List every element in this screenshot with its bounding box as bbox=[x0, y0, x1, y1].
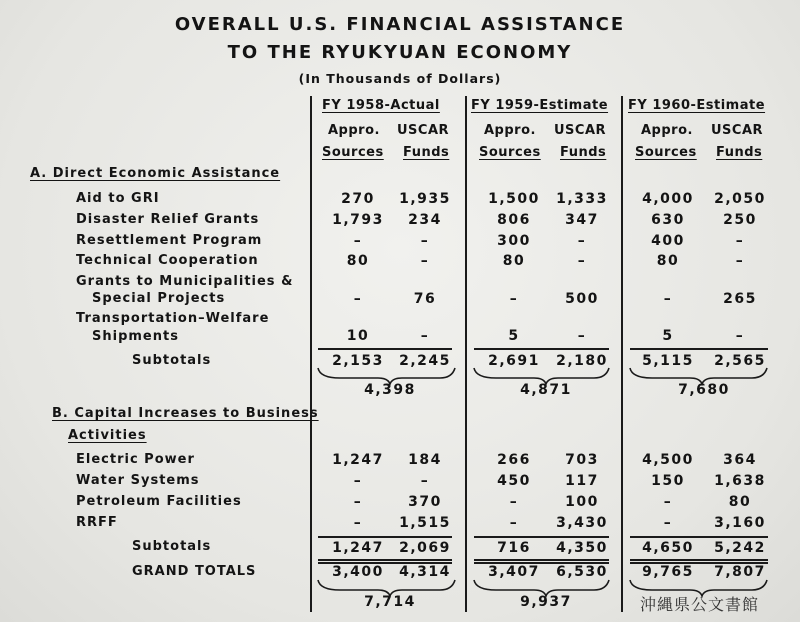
col-sources-1959: Sources bbox=[479, 145, 541, 160]
grand-total-cell: 4,314 bbox=[399, 564, 451, 580]
grand-total-cell: 6,530 bbox=[556, 564, 608, 580]
cell: – bbox=[420, 328, 430, 344]
year-header-1958: FY 1958-Actual bbox=[322, 98, 440, 113]
row-label-cont: Special Projects bbox=[92, 291, 226, 306]
cell: 265 bbox=[723, 291, 757, 307]
cell: 1,638 bbox=[714, 473, 766, 489]
cell: 347 bbox=[565, 212, 599, 228]
row-label: Resettlement Program bbox=[76, 233, 263, 248]
cell: 703 bbox=[565, 452, 599, 468]
cell: 4,500 bbox=[642, 452, 694, 468]
cell: 1,247 bbox=[332, 452, 384, 468]
total-cell: 4,871 bbox=[520, 382, 572, 398]
cell: – bbox=[509, 515, 519, 531]
grand-totals-label: GRAND TOTALS bbox=[132, 564, 257, 579]
archive-stamp: 沖縄県公文書館 bbox=[640, 595, 760, 614]
cell: – bbox=[735, 328, 745, 344]
cell: 234 bbox=[408, 212, 442, 228]
cell: 117 bbox=[565, 473, 599, 489]
cell: – bbox=[353, 291, 363, 307]
subtotal-cell: 2,245 bbox=[399, 353, 451, 369]
cell: 1,935 bbox=[399, 191, 451, 207]
row-label: Disaster Relief Grants bbox=[76, 212, 260, 227]
cell: – bbox=[420, 473, 430, 489]
subtotal-cell: 4,650 bbox=[642, 540, 694, 556]
title-line-1: OVERALL U.S. FINANCIAL ASSISTANCE bbox=[174, 14, 626, 35]
cell: 1,500 bbox=[488, 191, 540, 207]
col-appro-1959: Appro. bbox=[484, 123, 536, 138]
subtotal-cell: 2,180 bbox=[556, 353, 608, 369]
col-uscar-1959: USCAR bbox=[554, 123, 607, 138]
cell: 100 bbox=[565, 494, 599, 510]
section-b-label: B. Capital Increases to Business bbox=[52, 406, 319, 421]
subtotal-cell: 1,247 bbox=[332, 540, 384, 556]
section-a-label: A. Direct Economic Assistance bbox=[30, 166, 281, 181]
cell: 400 bbox=[651, 233, 685, 249]
grand-total-cell: 3,400 bbox=[332, 564, 384, 580]
grand-total-cell: 9,765 bbox=[642, 564, 694, 580]
cell: 184 bbox=[408, 452, 442, 468]
cell: – bbox=[577, 328, 587, 344]
cell: – bbox=[420, 233, 430, 249]
subtotal-cell: 2,691 bbox=[488, 353, 540, 369]
cell: – bbox=[509, 291, 519, 307]
cell: 3,430 bbox=[556, 515, 608, 531]
cell: 76 bbox=[413, 291, 437, 307]
brace-a-1958 bbox=[318, 368, 455, 384]
subtotal-cell: 2,565 bbox=[714, 353, 766, 369]
brace-a-1960 bbox=[630, 368, 767, 384]
cell: 2,050 bbox=[714, 191, 766, 207]
cell: 5 bbox=[662, 328, 674, 344]
col-sources-1958: Sources bbox=[322, 145, 384, 160]
cell: 80 bbox=[728, 494, 752, 510]
cell: – bbox=[577, 233, 587, 249]
cell: 300 bbox=[497, 233, 531, 249]
cell: 80 bbox=[656, 253, 680, 269]
col-funds-1959: Funds bbox=[560, 145, 607, 160]
brace-a-1959 bbox=[474, 368, 609, 384]
row-label: Electric Power bbox=[76, 452, 195, 467]
brace-b-1959 bbox=[474, 580, 609, 596]
subtotal-label-b: Subtotals bbox=[132, 539, 212, 554]
cell: 1,333 bbox=[556, 191, 608, 207]
cell: – bbox=[353, 473, 363, 489]
cell: 270 bbox=[341, 191, 375, 207]
cell: 806 bbox=[497, 212, 531, 228]
subtotal-label-a: Subtotals bbox=[132, 353, 212, 368]
cell: 80 bbox=[502, 253, 526, 269]
col-sources-1960: Sources bbox=[635, 145, 697, 160]
subtotal-cell: 5,115 bbox=[642, 353, 694, 369]
subtitle: (In Thousands of Dollars) bbox=[298, 71, 502, 86]
row-label: Grants to Municipalities & bbox=[76, 274, 294, 289]
cell: 370 bbox=[408, 494, 442, 510]
total-cell: 4,398 bbox=[364, 382, 416, 398]
col-appro-1958: Appro. bbox=[328, 123, 380, 138]
cell: – bbox=[663, 291, 673, 307]
cell: 5 bbox=[508, 328, 520, 344]
cell: – bbox=[353, 515, 363, 531]
col-uscar-1958: USCAR bbox=[397, 123, 450, 138]
row-label-cont: Shipments bbox=[92, 329, 179, 344]
title-line-2: TO THE RYUKYUAN ECONOMY bbox=[227, 42, 573, 63]
row-label: Water Systems bbox=[76, 473, 200, 488]
cell: 250 bbox=[723, 212, 757, 228]
grand-total-cell: 7,807 bbox=[714, 564, 766, 580]
cell: 1,515 bbox=[399, 515, 451, 531]
col-uscar-1960: USCAR bbox=[711, 123, 764, 138]
brace-b-1958 bbox=[318, 580, 455, 596]
cell: 450 bbox=[497, 473, 531, 489]
cell: – bbox=[663, 494, 673, 510]
cell: – bbox=[735, 253, 745, 269]
grand-sum-cell: 9,937 bbox=[520, 594, 572, 610]
year-header-1959: FY 1959-Estimate bbox=[471, 98, 609, 113]
total-cell: 7,680 bbox=[678, 382, 730, 398]
row-label: RRFF bbox=[76, 515, 118, 530]
cell: 630 bbox=[651, 212, 685, 228]
grand-total-cell: 3,407 bbox=[488, 564, 540, 580]
cell: – bbox=[509, 494, 519, 510]
subtotal-cell: 2,153 bbox=[332, 353, 384, 369]
row-label: Aid to GRI bbox=[76, 191, 160, 206]
cell: – bbox=[353, 233, 363, 249]
section-b-label-cont: Activities bbox=[68, 428, 147, 443]
cell: 10 bbox=[346, 328, 370, 344]
grand-sum-cell: 7,714 bbox=[364, 594, 416, 610]
cell: – bbox=[735, 233, 745, 249]
cell: 150 bbox=[651, 473, 685, 489]
subtotal-cell: 716 bbox=[497, 540, 531, 556]
cell: 1,793 bbox=[332, 212, 384, 228]
cell: 266 bbox=[497, 452, 531, 468]
cell: – bbox=[353, 494, 363, 510]
cell: 80 bbox=[346, 253, 370, 269]
col-appro-1960: Appro. bbox=[641, 123, 693, 138]
cell: – bbox=[663, 515, 673, 531]
year-header-1960: FY 1960-Estimate bbox=[628, 98, 766, 113]
cell: 364 bbox=[723, 452, 757, 468]
subtotal-cell: 5,242 bbox=[714, 540, 766, 556]
col-funds-1958: Funds bbox=[403, 145, 450, 160]
cell: – bbox=[420, 253, 430, 269]
subtotal-cell: 2,069 bbox=[399, 540, 451, 556]
subtotal-cell: 4,350 bbox=[556, 540, 608, 556]
row-label: Petroleum Facilities bbox=[76, 494, 242, 509]
row-label: Technical Cooperation bbox=[76, 253, 259, 268]
cell: – bbox=[577, 253, 587, 269]
cell: 500 bbox=[565, 291, 599, 307]
col-funds-1960: Funds bbox=[716, 145, 763, 160]
row-label: Transportation–Welfare bbox=[76, 311, 270, 326]
cell: 3,160 bbox=[714, 515, 766, 531]
cell: 4,000 bbox=[642, 191, 694, 207]
